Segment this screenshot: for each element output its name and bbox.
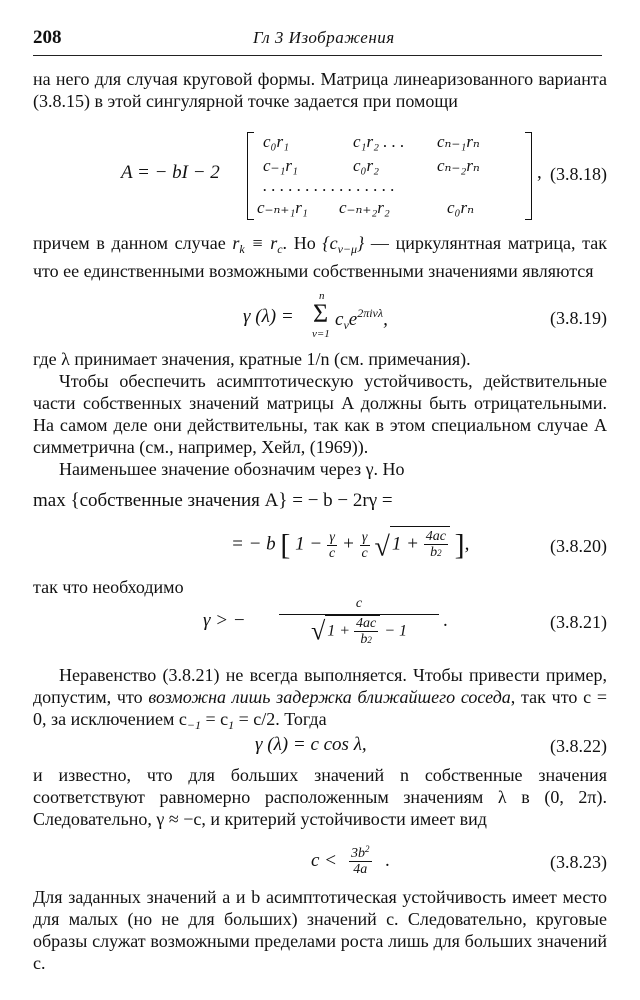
eq-3-8-23-lhs: c < [311, 850, 338, 871]
equation-3-8-21: γ > − c √ 1 + $\frac{4ac}{b2}$ − 1 . (3.8.21) [203, 596, 607, 647]
paragraph-9: Для заданных значений a и b асимптотическая устойчивость имеет место для малых (но не для больших) значений c. Следовательно, круговые образы служат возможными пределами роста лишь для больших значений c. [33, 887, 607, 973]
paragraph-8: и известно, что для больших значений n собственные значения соответствуют равномерно расположенным значениям λ в (0, 2π). Следовательно, γ ≈ −c, и критерий устойчивости имеет вид [33, 765, 607, 829]
p2-text: . Но [282, 233, 323, 253]
matrix-cell: c₀r₁ [263, 132, 289, 151]
matrix-cell: c₋₁r₁ [263, 156, 298, 175]
equation-3-8-22 [33, 734, 607, 760]
matrix [257, 132, 523, 220]
eq-number: (3.8.18) [550, 164, 607, 184]
eq-3-8-19-lhs: γ (λ) = [243, 306, 294, 327]
paragraph-2: причем в данном случае $r_k \equiv r_c$. Но $\{c_{\nu-\mu}\}$ — циркулянтная матрица, так что ее единственными возможными собственными значениями являются [33, 233, 607, 281]
matrix-cell: cₙ₋₁rₙ [437, 132, 480, 151]
paragraph-3: где λ принимает значения, кратные 1/n (см. примечания). [33, 349, 471, 369]
eq-3-8-21-lhs: γ > − [203, 610, 246, 631]
paragraph-1: на него для случая круговой формы. Матрица линеаризованного варианта (3.8.15) в этой сингулярной точке задается при помощи [33, 69, 607, 111]
eq-3-8-18-lhs: A = − bI − 2 [121, 162, 220, 183]
eq-3-8-22-body: γ (λ) = c cos λ, [255, 734, 367, 755]
p7-text: = c [201, 709, 229, 729]
eq-number: (3.8.21) [550, 612, 607, 632]
matrix-cell: cₙ₋₂rₙ [437, 156, 480, 175]
matrix-cell: c₀r₂ [353, 156, 379, 175]
p7-emphasis: возможна лишь задержка ближайшего соседа [148, 687, 511, 707]
equation-3-8-18: A = − bI − 2 c₀r₁ c₁r₂ . . . cₙ₋₁rₙ c₋₁r₁ c₀r₂ cₙ₋₂rₙ . . . . . . . . . . . . . . . . c₋ₙ₊₁r₁ c₋ₙ₊₂r₂ c₀rₙ , (3.8.18) [33, 132, 607, 222]
matrix-left-bracket [247, 132, 254, 220]
equation-3-8-19: γ (λ) = n Σ ν=1 $c_\nu e^{2\pi i\nu\lambda}$, (3.8.19) [243, 290, 607, 340]
paragraph-5: Наименьшее значение обозначим через γ. Но [59, 459, 405, 479]
matrix-cell: c₁r₂ . . . [353, 132, 405, 151]
p2-text: причем в данном случае [33, 233, 233, 253]
eq-3-8-20-line1: max {собственные значения A} = − b − 2rγ = [33, 490, 393, 511]
matrix-right-bracket [525, 132, 532, 220]
matrix-cell: c₋ₙ₊₂r₂ [339, 198, 390, 217]
matrix-cell: c₋ₙ₊₁r₁ [257, 198, 308, 217]
p7-text: = c/2. Тогда [234, 709, 327, 729]
eq-number: (3.8.23) [550, 852, 607, 872]
p2-text: — циркулянтная матрица, так что ее единственными возможными собственными значениями являются [33, 233, 607, 281]
eq-3-8-20-line2: = − b [231, 533, 276, 555]
equation-3-8-23: c < $\frac{3b^2}{4a}$ . (3.8.23) [311, 844, 607, 877]
paragraph-7: Неравенство (3.8.21) не всегда выполняется. Чтобы привести пример, допустим, что возможна лишь задержка ближайшего соседа, так что c = 0, за исключением $c_{-1} = c_1 = c/2$. Тогда [33, 665, 607, 732]
paragraph-4: Чтобы обеспечить асимптотическую устойчивость, действительные части собственных значений матрицы A должны быть отрицательными. На самом деле они действительны, так как в этом специальном случае A симметрична (см., например, Хейл, (1969)). [33, 371, 607, 457]
paragraph-6: так что необходимо [33, 577, 184, 597]
equation-3-8-20: max {собственные значения A} = − b − 2rγ = = − b [ 1 − $\frac{\gamma}{c}$ + $\frac{\gamma}{c}$ √ 1 + $\frac{4ac}{b2}$ ], (3.8.20) [33, 490, 607, 563]
eq-number: (3.8.19) [550, 308, 607, 328]
p7-text: , так что c = 0, за исключением c [33, 687, 607, 729]
page-number: 208 [33, 27, 62, 48]
running-title: Гл 3 Изображения [253, 28, 395, 47]
header-rule [33, 55, 602, 56]
eq-number: (3.8.20) [550, 536, 607, 556]
eq-3-8-19-rhs: c [335, 309, 344, 330]
running-header [33, 27, 602, 51]
matrix-cell: c₀rₙ [447, 198, 474, 217]
p7-text: Неравенство (3.8.21) не всегда выполняется. Чтобы привести пример, допустим, что [33, 665, 607, 707]
matrix-dots: . . . . . . . . . . . . . . . . [263, 176, 395, 195]
eq-number: (3.8.22) [550, 736, 607, 756]
